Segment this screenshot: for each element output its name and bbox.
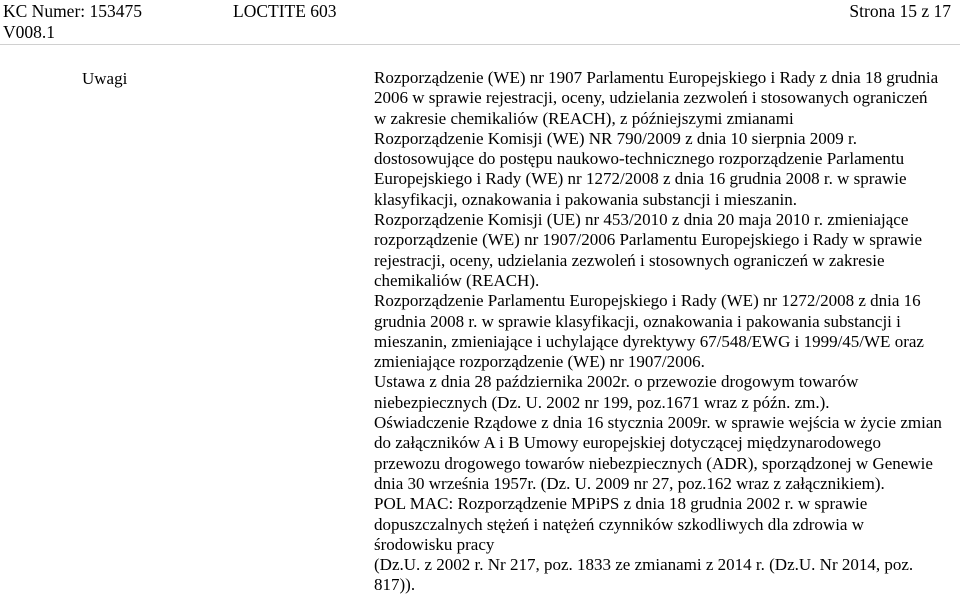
page-number: Strona 15 z 17 <box>849 1 951 21</box>
product-name: LOCTITE 603 <box>233 1 337 21</box>
paragraph-dz-u: (Dz.U. z 2002 r. Nr 217, poz. 1833 ze zmianami z 2014 r. (Dz.U. Nr 2014, poz. 817)). <box>374 555 914 595</box>
section-body <box>374 68 944 596</box>
header-divider <box>0 44 960 45</box>
paragraph-reach: Rozporządzenie (WE) nr 1907 Parlamentu Europejskiego i Rady z dnia 18 grudnia 2006 w sprawie rejestracji, oceny, udzielania zezwoleń i stosowanych ograniczeń w zakresie chemikaliów (REACH), z późniejszymi zmianami <box>374 68 939 128</box>
paragraph-pol-mac: POL MAC: Rozporządzenie MPiPS z dnia 18 grudnia 2002 r. w sprawie dopuszczalnych stężeń i natężeń czynników szkodliwych dla zdrowia w środowisku pracy <box>374 494 868 554</box>
version-number: V008.1 <box>3 22 56 42</box>
paragraph-ustawa: Ustawa z dnia 28 października 2002r. o przewozie drogowym towarów niebezpiecznych (Dz. U. 2002 nr 199, poz.1671 wraz z późn. zm.). <box>374 372 859 412</box>
kc-number: KC Numer: 153475 <box>3 1 143 21</box>
paragraph-453-2010: Rozporządzenie Komisji (UE) nr 453/2010 z dnia 20 maja 2010 r. zmieniające rozporządzenie (WE) nr 1907/2006 Parlamentu Europejskiego i Rady w sprawie rejestracji, oceny, udzielania zezwoleń i stosownych ograniczeń w zakresie chemikaliów (REACH). <box>374 210 923 290</box>
paragraph-adr: Oświadczenie Rządowe z dnia 16 stycznia 2009r. w sprawie wejścia w życie zmian do załączników A i B Umowy europejskiej dotyczącej międzynarodowego przewozu drogowego towarów niebezpiecznych (ADR), sporządzonej w Genewie dnia 30 września 1957r. (Dz. U. 2009 nr 27, poz.162 wraz z załącznikiem). <box>374 413 942 493</box>
paragraph-790-2009: Rozporządzenie Komisji (WE) NR 790/2009 z dnia 10 sierpnia 2009 r. dostosowujące do postępu naukowo-technicznego rozporządzenie Parlamentu Europejskiego i Rady (WE) nr 1272/2008 z dnia 16 grudnia 2008 r. w sprawie klasyfikacji, oznakowania i pakowania substancji i mieszanin. <box>374 128 907 209</box>
paragraph-1272-2008: Rozporządzenie Parlamentu Europejskiego i Rady (WE) nr 1272/2008 z dnia 16 grudnia 2008 r. w sprawie klasyfikacji, oznakowania i pakowania substancji i mieszanin, zmieniające i uchylające dyrektywy 67/548/EWG i 1999/45/WE oraz zmieniające rozporządzenie (WE) nr 1907/2006. <box>374 291 924 372</box>
section-label: Uwagi <box>82 69 128 88</box>
